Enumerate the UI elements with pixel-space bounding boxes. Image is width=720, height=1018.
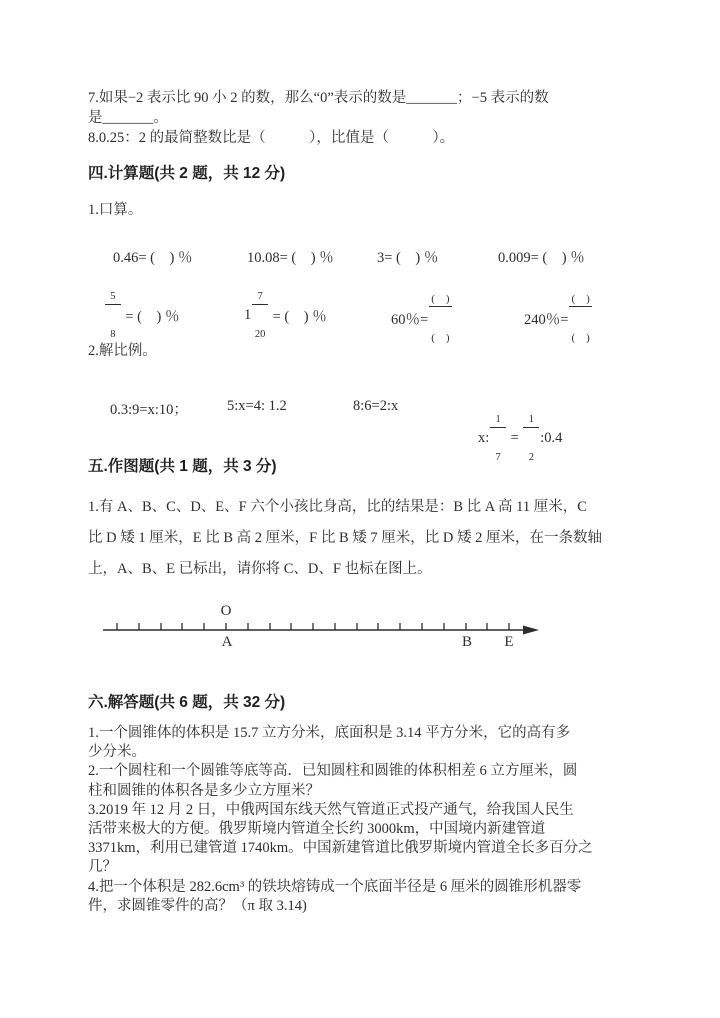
fraction	[252, 268, 268, 363]
word-problem-line: 几？	[88, 859, 117, 876]
oral-calc-label: 1.口算。	[88, 202, 143, 218]
question-7-line2: 是_______。	[88, 110, 168, 126]
fraction	[490, 391, 506, 486]
expression-prefix: 240％=	[524, 312, 569, 329]
numberline-label-e: E	[504, 634, 514, 650]
word-problems-block	[88, 724, 593, 916]
fraction-numerator: ( )	[569, 293, 591, 307]
word-problem-line: 件，求圆锥零件的高？（π 取 3.14)	[88, 897, 307, 914]
section-4-header: 四.计算题(共 2 题，共 12 分)	[88, 165, 286, 182]
word-problem-line: 少分米。	[88, 744, 146, 761]
tick-marks	[117, 623, 509, 630]
fraction	[523, 391, 539, 486]
fraction-denominator: 2	[528, 451, 534, 463]
expression-rest: :0.4	[540, 430, 563, 447]
proportion-label: 2.解比例。	[88, 343, 157, 359]
fill-in-block	[88, 88, 549, 148]
oral-item-8	[524, 269, 593, 369]
fraction	[429, 269, 451, 369]
drawing-question-line3: 上，A、B、E 已标出，请你将 C、D、F 也标在图上。	[88, 561, 432, 577]
fraction-numerator: 1	[490, 414, 506, 428]
fraction-numerator: 5	[105, 291, 121, 305]
oral-item-3: 3= ( ) ％	[377, 250, 439, 266]
fraction-numerator: ( )	[429, 293, 451, 307]
fraction-denominator: ( )	[571, 332, 590, 345]
fraction-denominator: 8	[110, 328, 116, 340]
number-line-figure	[95, 599, 545, 655]
section-6-header: 六.解答题(共 6 题，共 32 分)	[88, 694, 286, 711]
question-7-line1: 7.如果−2 表示比 90 小 2 的数，那么“0”表示的数是_______；−5 表示的数	[88, 90, 549, 106]
expression-prefix: x:	[478, 430, 490, 447]
numberline-label-o: O	[220, 603, 232, 619]
word-problem-line: 1.一个圆锥体的体积是 15.7 立方分米，底面积是 3.14 平方分米，它的高有多	[88, 725, 571, 741]
oral-item-1: 0.46= ( ) ％	[113, 250, 193, 266]
numberline-label-a: A	[221, 634, 233, 650]
fraction-numerator: 1	[523, 414, 539, 428]
expression-prefix: 60％=	[391, 312, 429, 329]
expression-rest: = ( ) ％	[121, 309, 180, 326]
fraction-denominator: 7	[495, 451, 501, 463]
proportion-item-4	[478, 391, 562, 486]
fraction-denominator: 20	[254, 328, 266, 340]
section-5-header: 五.作图题(共 1 题，共 3 分)	[88, 458, 277, 475]
fraction-denominator: ( )	[431, 332, 450, 345]
mixed-number-whole: 1	[244, 307, 252, 324]
proportion-item-1: 0.3:9=x:10；	[110, 402, 188, 418]
word-problem-line: 活带来极大的方便。俄罗斯境内管道全长约 3000km，中国境内新建管道	[88, 821, 546, 838]
oral-item-7	[391, 269, 453, 369]
drawing-question	[88, 492, 602, 585]
fraction	[569, 269, 591, 369]
question-8: 8.0.25：2 的最简整数比是（ ），比值是（ ）。	[88, 130, 455, 146]
fraction-numerator: 7	[252, 291, 268, 305]
word-problem-line: 柱和圆锥的体积各是多少立方厘米？	[88, 782, 320, 799]
word-problem-line: 3.2019 年 12 月 2 日，中俄两国东线天然气管道正式投产通气，给我国人民生	[88, 801, 574, 818]
arrow-head-icon	[523, 626, 539, 635]
word-problem-line: 2.一个圆柱和一个圆锥等底等高．已知圆柱和圆锥的体积相差 6 立方厘米，圆	[88, 763, 578, 780]
oral-item-6	[244, 268, 327, 363]
word-problem-line: 4.把一个体积是 282.6cm³ 的铁块熔铸成一个底面半径是 6 厘米的圆锥形机器零	[88, 878, 582, 895]
expression-equals: =	[507, 430, 523, 447]
numberline-label-b: B	[461, 634, 473, 650]
drawing-question-line1: 1.有 A、B、C、D、E、F 六个小孩比身高，比的结果是：B 比 A 高 11 厘米，C	[88, 499, 587, 515]
drawing-question-line2: 比 D 矮 1 厘米，E 比 B 高 2 厘米，F 比 B 矮 7 厘米，比 D 矮 2 厘米，在一条数轴	[88, 530, 602, 546]
proportion-item-2: 5:x=4: 1.2	[227, 398, 287, 414]
proportion-item-3: 8:6=2:x	[353, 398, 399, 414]
oral-item-2: 10.08= ( ) ％	[247, 250, 334, 266]
expression-rest: = ( ) ％	[269, 309, 327, 326]
word-problem-line: 3371km，利用已建管道 1740km。中国新建管道比俄罗斯境内管道全长多百分之	[88, 840, 593, 857]
oral-item-4: 0.009= ( ) ％	[498, 250, 585, 266]
